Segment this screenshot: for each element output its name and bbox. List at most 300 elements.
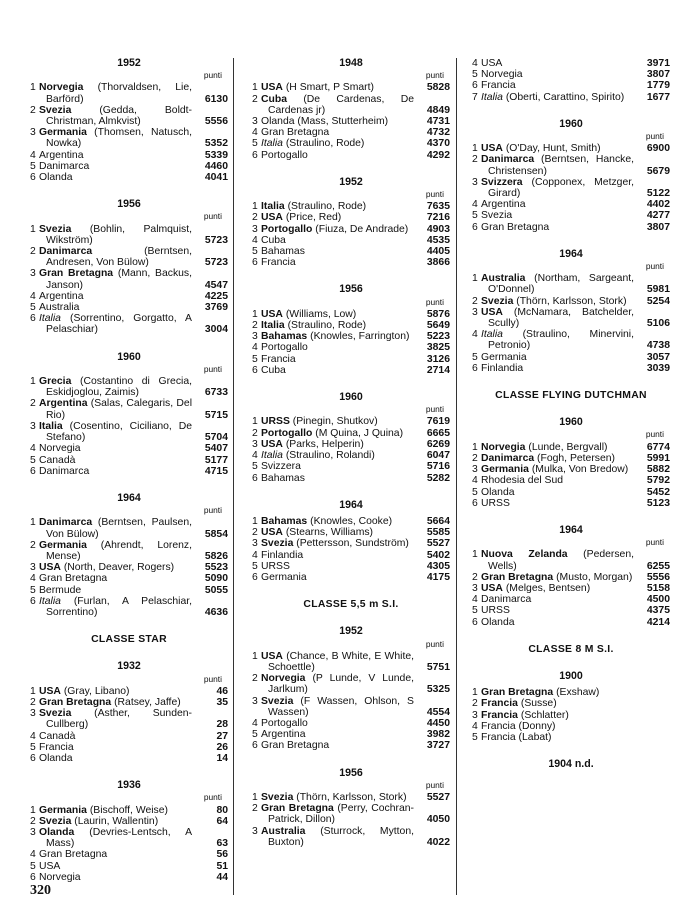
column-1	[30, 58, 228, 899]
points-value: 4547	[204, 279, 228, 291]
result-row	[472, 605, 670, 616]
results-section	[252, 392, 450, 484]
result-row	[252, 224, 450, 235]
points-value: 5106	[646, 318, 670, 330]
crew-names: (Musto, Morgan)	[556, 571, 633, 583]
country-name: Nuova Zelanda	[481, 549, 568, 561]
crew-names: (F Wassen, Ohlson, S Wassen)	[268, 695, 414, 718]
result-text	[472, 453, 634, 464]
result-row	[472, 464, 670, 475]
country-name: Norvegia	[481, 441, 526, 453]
result-text	[252, 439, 414, 450]
result-text	[472, 222, 634, 233]
result-row	[472, 617, 670, 628]
result-row	[252, 246, 450, 257]
country-name: Gran Bretagna	[39, 268, 114, 280]
result-row	[30, 466, 228, 477]
result-row	[30, 849, 228, 860]
result-text	[252, 538, 414, 549]
crew-names: (P Lunde, V Lunde, Jarlkum)	[268, 673, 415, 696]
result-text	[30, 731, 192, 742]
country-name: Italia	[261, 320, 285, 332]
points-value: 6269	[426, 438, 450, 450]
result-text	[30, 816, 192, 827]
rank: 4	[30, 443, 36, 455]
rank: 4	[472, 594, 478, 606]
points-value: 4305	[426, 560, 450, 572]
crew-names: (Stearns, Williams)	[285, 527, 374, 539]
rank: 2	[30, 539, 36, 551]
country-name: URSS	[481, 497, 510, 509]
crew-names: (Knowles, Cooke)	[310, 515, 393, 527]
rank: 1	[252, 791, 258, 803]
country-name: Svezia	[261, 695, 294, 707]
points-value: 5991	[646, 452, 670, 464]
result-text	[30, 105, 192, 127]
crew-names: (Chance, B White, E White, Schoettle)	[268, 650, 415, 673]
result-text	[252, 224, 414, 235]
points-value: 35	[216, 696, 228, 708]
result-text	[472, 58, 634, 69]
country-name: Germania	[481, 351, 527, 363]
result-text	[30, 517, 192, 539]
result-row	[252, 473, 450, 484]
rank: 6	[30, 465, 36, 477]
result-text	[252, 673, 414, 695]
crew-names: (Mass, Stutterheim)	[297, 116, 389, 128]
rank: 3	[30, 420, 36, 432]
country-name: Germania	[481, 464, 529, 476]
points-value: 5122	[646, 188, 670, 200]
result-text	[472, 80, 634, 91]
points-value: 4402	[646, 199, 670, 211]
results-section	[252, 177, 450, 269]
result-row	[252, 94, 450, 116]
crew-names: (McNamara, Batchelder, Scully)	[488, 306, 634, 330]
result-text	[472, 329, 634, 351]
crew-names: (Gray, Libano)	[63, 685, 130, 697]
country-name: Olanda	[39, 752, 73, 764]
rank: 5	[472, 351, 478, 363]
rank: 3	[30, 268, 36, 280]
result-text	[30, 849, 192, 860]
rank: 2	[252, 93, 258, 105]
country-name: Svezia	[481, 210, 513, 222]
country-name: Gran Bretagna	[261, 740, 330, 752]
result-row	[252, 201, 450, 212]
rank: 2	[30, 696, 36, 708]
rank: 4	[30, 290, 36, 302]
year-heading: 1952	[117, 57, 141, 69]
crew-names: (Straulino, Rode)	[287, 201, 367, 213]
points-value: 5339	[204, 149, 228, 161]
country-name: USA	[481, 58, 503, 69]
results-section	[30, 493, 228, 618]
points-value: 28	[216, 719, 228, 731]
rank: 1	[252, 308, 258, 320]
country-name: Bahamas	[261, 515, 308, 527]
points-value: 5882	[646, 464, 670, 476]
result-text	[252, 82, 414, 93]
result-row	[30, 596, 228, 618]
country-name: Portogallo	[261, 149, 308, 161]
rank: 3	[30, 127, 36, 139]
points-value: 26	[216, 741, 228, 753]
country-name: USA	[39, 860, 61, 872]
result-row	[30, 421, 228, 443]
rank: 2	[252, 803, 258, 815]
rank: 6	[30, 752, 36, 764]
points-label: punti	[203, 363, 222, 374]
rank: 1	[252, 650, 258, 662]
result-text	[252, 354, 414, 365]
points-value: 4731	[426, 116, 450, 128]
result-row	[472, 453, 670, 464]
country-name: Germania	[261, 571, 307, 583]
crew-names: (Thomsen, Natusch, Nowka)	[46, 127, 192, 150]
result-row	[252, 257, 450, 268]
result-row	[252, 516, 450, 527]
country-name: USA	[261, 82, 283, 94]
result-text	[472, 352, 634, 363]
rank: 6	[472, 80, 478, 92]
result-row	[472, 442, 670, 453]
country-name: Svezia	[481, 295, 514, 307]
points-label: punti	[203, 673, 222, 684]
result-text	[472, 154, 634, 176]
rank: 4	[30, 149, 36, 161]
country-name: Olanda	[39, 826, 75, 838]
year-heading: 1936	[117, 779, 141, 792]
points-value: 4636	[204, 606, 228, 618]
result-text	[252, 201, 414, 212]
result-text	[472, 732, 634, 743]
results-section	[472, 119, 670, 233]
points-label: punti	[645, 261, 664, 272]
result-text	[30, 224, 192, 246]
points-value: 4535	[426, 234, 450, 246]
crew-names: (Berntsen, Hancke, Christensen)	[488, 154, 634, 177]
year-heading: 1932	[117, 660, 141, 673]
class-title: CLASSE FLYING DUTCHMAN	[495, 390, 647, 402]
results-section	[252, 58, 450, 161]
results-section	[252, 284, 450, 376]
rank: 1	[472, 441, 478, 453]
results-section	[252, 599, 450, 751]
result-row	[252, 82, 450, 93]
crew-names: (Thörn, Karlsson, Stork)	[296, 791, 407, 803]
result-row	[30, 708, 228, 730]
result-row	[472, 58, 670, 69]
year-heading: 1960	[117, 350, 141, 363]
points-value: 5158	[646, 582, 670, 594]
points-value: 14	[216, 752, 228, 764]
country-name: Bahamas	[261, 472, 305, 484]
country-name: USA	[39, 685, 61, 697]
rank: 4	[472, 329, 478, 341]
result-text	[472, 363, 634, 374]
result-text	[472, 199, 634, 210]
country-name: Svezia	[261, 791, 294, 803]
country-name: Argentina	[39, 290, 84, 302]
rank: 5	[472, 486, 478, 498]
crew-names: (Thörn, Karlsson, Stork)	[516, 295, 627, 307]
rank: 1	[472, 273, 478, 285]
year-heading: 1964	[559, 523, 583, 536]
points-value: 80	[216, 804, 228, 816]
crew-names: (Copponex, Metzger, Girard)	[488, 176, 634, 200]
class-title: CLASSE 8 M S.I.	[528, 643, 614, 655]
rank: 5	[252, 461, 258, 473]
rank: 1	[30, 376, 36, 388]
points-value: 5325	[426, 684, 450, 696]
country-name: Canadà	[39, 730, 76, 742]
result-row	[30, 455, 228, 466]
points-value: 4460	[204, 160, 228, 172]
result-text	[252, 416, 414, 427]
results-section	[472, 759, 670, 775]
result-row	[252, 826, 450, 848]
country-name: Italia	[481, 91, 503, 103]
crew-names: (Berntsen, Paulsen, Von Bülow)	[46, 517, 193, 540]
points-value: 5223	[426, 331, 450, 343]
crew-names: (Pedersen, Wells)	[488, 549, 634, 572]
country-name: Rhodesia del Sud	[481, 475, 564, 487]
result-row	[30, 302, 228, 313]
result-row	[252, 527, 450, 538]
country-name: Germania	[39, 539, 87, 551]
rank: 3	[30, 708, 36, 720]
points-label: punti	[425, 296, 444, 307]
points-value: 56	[216, 849, 228, 861]
points-value: 4715	[204, 465, 228, 477]
result-text	[252, 740, 414, 751]
year-heading: 1952	[339, 625, 363, 638]
result-row	[252, 428, 450, 439]
points-value: 5254	[646, 295, 670, 307]
points-value: 6047	[426, 450, 450, 462]
points-value: 4849	[426, 104, 450, 116]
country-name: Bahamas	[261, 246, 305, 258]
rank: 5	[252, 246, 258, 258]
country-name: URSS	[261, 560, 290, 572]
country-name: Portogallo	[261, 427, 313, 439]
country-name: Svezia	[39, 815, 72, 827]
country-name: USA	[261, 650, 283, 662]
points-label: punti	[203, 70, 222, 81]
points-value: 5981	[646, 284, 670, 296]
country-name: Francia	[481, 80, 516, 92]
country-name: Germania	[39, 804, 87, 816]
points-value: 5407	[204, 443, 228, 455]
crew-names: (Susse)	[520, 698, 557, 710]
result-text	[252, 235, 414, 246]
result-text	[30, 161, 192, 172]
points-value: 51	[216, 860, 228, 872]
result-text	[472, 442, 634, 453]
rank: 4	[472, 199, 478, 211]
result-text	[30, 697, 192, 708]
points-value: 5723	[204, 234, 228, 246]
points-value: 5854	[204, 528, 228, 540]
rank: 4	[472, 58, 478, 69]
year-heading: 1904 n.d.	[548, 758, 594, 771]
result-text	[252, 651, 414, 673]
result-text	[30, 268, 192, 290]
result-text	[252, 342, 414, 353]
crew-names: (Exshaw)	[556, 687, 600, 699]
points-label: punti	[425, 779, 444, 790]
crew-names: (Williams, Low)	[285, 308, 357, 320]
country-name: Portogallo	[261, 717, 308, 729]
points-value: 5055	[204, 584, 228, 596]
points-value: 4041	[204, 172, 228, 184]
country-name: Danimarca	[481, 452, 535, 464]
result-row	[472, 487, 670, 498]
result-row	[472, 307, 670, 329]
crew-names: (Labat)	[518, 731, 552, 743]
points-value: 5282	[426, 472, 450, 484]
country-name: Olanda	[481, 486, 515, 498]
country-name: Danimarca	[39, 246, 93, 258]
result-row	[30, 82, 228, 104]
result-row	[30, 313, 228, 335]
result-row	[252, 461, 450, 472]
rank: 4	[30, 730, 36, 742]
crew-names: (Sturrock, Mytton, Buxton)	[268, 825, 414, 848]
points-value: 5792	[646, 475, 670, 487]
points-value: 3727	[426, 740, 450, 752]
points-value: 5402	[426, 549, 450, 561]
country-name: URSS	[481, 605, 510, 617]
year-heading: 1956	[117, 198, 141, 211]
result-row	[252, 439, 450, 450]
result-row	[252, 740, 450, 751]
rank: 7	[472, 91, 478, 103]
rank: 6	[252, 257, 258, 269]
result-text	[30, 585, 192, 596]
country-name: Svizzera	[481, 176, 523, 188]
rank: 6	[30, 313, 36, 325]
rank: 6	[252, 571, 258, 583]
points-value: 7619	[426, 416, 450, 428]
result-row	[472, 732, 670, 743]
result-text	[252, 212, 414, 223]
crew-names: (Laurin, Wallentin)	[74, 815, 159, 827]
country-name: Portogallo	[261, 223, 313, 235]
result-text	[30, 82, 192, 104]
rank: 6	[30, 871, 36, 883]
result-row	[30, 731, 228, 742]
result-text	[30, 443, 192, 454]
country-name: Canadà	[39, 454, 76, 466]
result-row	[472, 549, 670, 571]
country-name: Italia	[39, 313, 61, 325]
country-name: Gran Bretagna	[261, 127, 330, 139]
country-name: Francia	[481, 709, 518, 721]
rank: 4	[252, 234, 258, 246]
rank: 1	[472, 687, 478, 699]
points-value: 5556	[646, 571, 670, 583]
country-name: Italia	[261, 138, 283, 150]
country-name: Italia	[261, 201, 285, 213]
result-text	[252, 116, 414, 127]
result-text	[30, 708, 192, 730]
result-row	[30, 742, 228, 753]
rank: 1	[252, 201, 258, 213]
points-value: 5527	[426, 791, 450, 803]
points-value: 3807	[646, 69, 670, 81]
result-row	[252, 354, 450, 365]
country-name: Italia	[481, 329, 503, 341]
result-text	[30, 421, 192, 443]
points-label: punti	[203, 211, 222, 222]
year-heading: 1948	[339, 57, 363, 69]
rank: 2	[252, 673, 258, 685]
rank: 2	[252, 427, 258, 439]
result-text	[472, 605, 634, 616]
country-name: USA	[261, 527, 283, 539]
result-row	[252, 320, 450, 331]
result-row	[472, 273, 670, 295]
rank: 5	[252, 560, 258, 572]
country-name: USA	[481, 582, 503, 594]
rank: 3	[472, 306, 478, 318]
result-text	[252, 561, 414, 572]
rank: 2	[472, 295, 478, 307]
points-value: 5715	[204, 409, 228, 421]
column-3	[472, 58, 670, 791]
result-text	[472, 210, 634, 221]
points-value: 5664	[426, 515, 450, 527]
result-row	[30, 224, 228, 246]
rank: 3	[252, 825, 258, 837]
result-row	[30, 172, 228, 183]
column-divider	[456, 58, 457, 895]
points-value: 5452	[646, 486, 670, 498]
crew-names: (De Cardenas, De Cardenas jr)	[268, 93, 414, 116]
points-value: 6130	[204, 93, 228, 105]
points-value: 3057	[646, 351, 670, 363]
crew-names: (Melges, Bentsen)	[505, 582, 591, 594]
result-row	[252, 450, 450, 461]
result-row	[472, 329, 670, 351]
result-text	[252, 150, 414, 161]
rank: 2	[472, 571, 478, 583]
country-name: Danimarca	[481, 594, 532, 606]
result-row	[252, 792, 450, 803]
result-text	[252, 803, 414, 825]
crew-names: (Thorvaldsen, Lie, Barförd)	[46, 82, 192, 105]
crew-names: (Pettersson, Sundström)	[296, 538, 409, 550]
year-heading: 1964	[339, 498, 363, 511]
result-text	[252, 572, 414, 583]
result-row	[472, 222, 670, 233]
rank: 6	[30, 172, 36, 184]
rank: 3	[252, 116, 258, 128]
points-value: 7216	[426, 212, 450, 224]
rank: 3	[252, 695, 258, 707]
result-text	[30, 742, 192, 753]
result-row	[252, 673, 450, 695]
country-name: Gran Bretagna	[39, 849, 108, 861]
result-row	[30, 517, 228, 539]
rank: 2	[30, 246, 36, 258]
rank: 4	[30, 573, 36, 585]
results-section	[252, 500, 450, 583]
result-row	[252, 718, 450, 729]
result-text	[30, 861, 192, 872]
